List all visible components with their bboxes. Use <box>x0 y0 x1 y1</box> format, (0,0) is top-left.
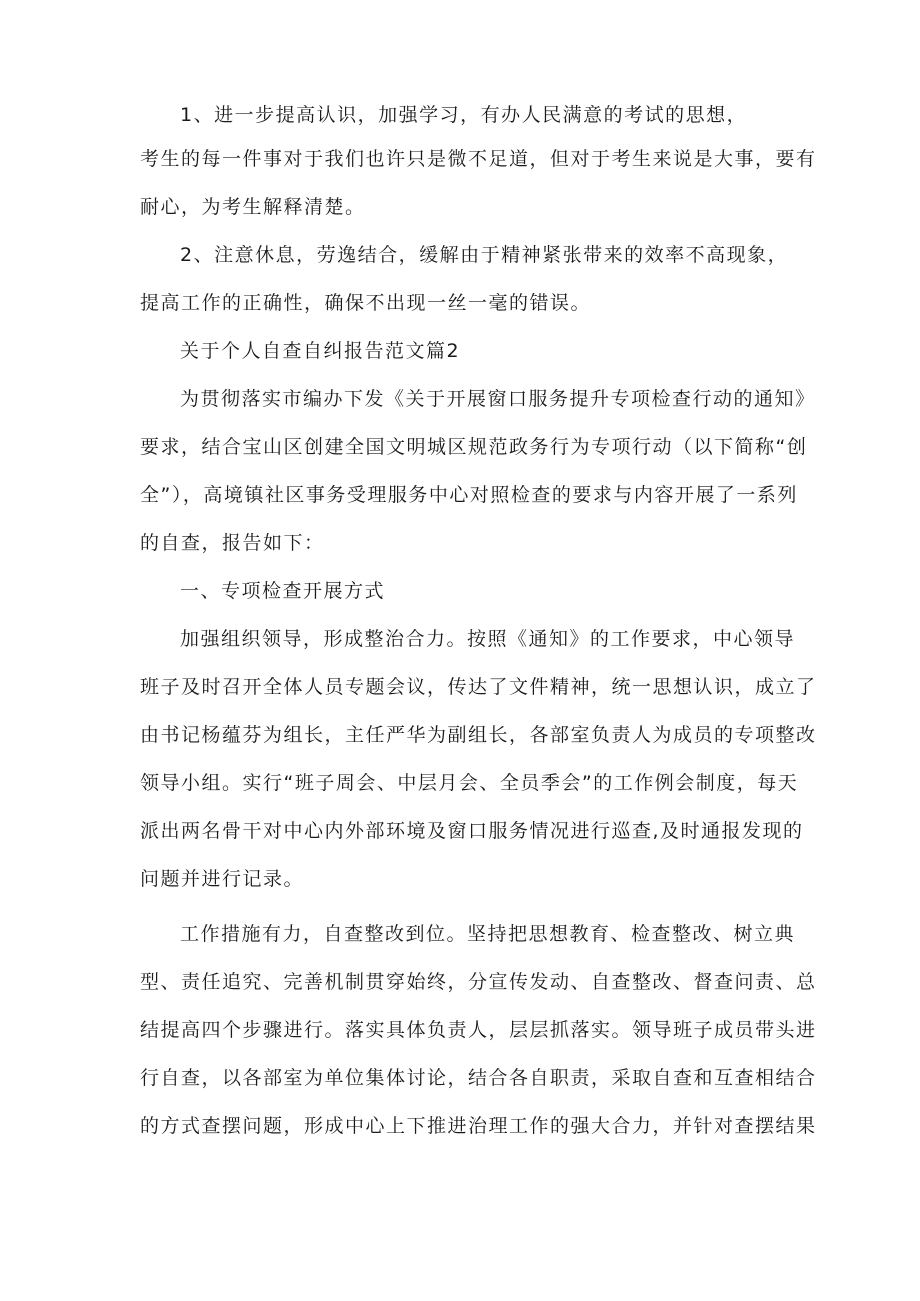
paragraph-2-line-1: 2、注意休息，劳逸结合，缓解由于精神紧张带来的效率不高现象， <box>180 244 789 266</box>
paragraph-3-line-4: 的自查，报告如下： <box>140 532 325 554</box>
paragraph-5-line-3: 结提高四个步骤进行。落实具体负责人，层层抓落实。领导班子成员带头进 <box>140 1019 817 1041</box>
paragraph-4-line-2: 班子及时召开全体人员专题会议，传达了文件精神，统一思想认识，成立了 <box>140 676 817 698</box>
subsection-heading: 一、专项检查开展方式 <box>180 580 386 602</box>
paragraph-4-line-1: 加强组织领导，形成整治合力。按照《通知》的工作要求，中心领导 <box>180 628 796 650</box>
paragraph-1-line-3: 耐心，为考生解释清楚。 <box>140 196 366 218</box>
section-title: 关于个人自查自纠报告范文篇2 <box>180 340 461 362</box>
paragraph-3-line-2: 要求，结合宝山区创建全国文明城区规范政务行为专项行动（以下简称“创 <box>140 436 808 458</box>
paragraph-4-line-5: 派出两名骨干对中心内外部环境及窗口服务情况进行巡查,及时通报发现的 <box>140 820 804 842</box>
paragraph-5-line-1: 工作措施有力，自查整改到位。坚持把思想教育、检查整改、树立典 <box>180 923 796 945</box>
paragraph-4-line-3: 由书记杨蕴芬为组长，主任严华为副组长，各部室负责人为成员的专项整改 <box>140 724 817 746</box>
paragraph-2-line-2: 提高工作的正确性，确保不出现一丝一毫的错误。 <box>140 292 592 314</box>
paragraph-5-line-4: 行自查，以各部室为单位集体讨论，结合各自职责，采取自查和互查相结合 <box>140 1067 817 1089</box>
paragraph-3-line-1: 为贯彻落实市编办下发《关于开展窗口服务提升专项检查行动的通知》 <box>180 388 816 410</box>
paragraph-5-line-5: 的方式查摆问题，形成中心上下推进治理工作的强大合力，并针对查摆结果 <box>140 1115 817 1137</box>
paragraph-4-line-4: 领导小组。实行“班子周会、中层月会、全员季会”的工作例会制度，每天 <box>140 772 799 794</box>
paragraph-1-line-2: 考生的每一件事对于我们也许只是微不足道，但对于考生来说是大事，要有 <box>140 148 817 170</box>
paragraph-4-line-6: 问题并进行记录。 <box>140 868 305 890</box>
paragraph-5-line-2: 型、责任追究、完善机制贯穿始终，分宣传发动、自查整改、督查问责、总 <box>140 971 817 993</box>
paragraph-1-line-1: 1、进一步提高认识，加强学习，有办人民满意的考试的思想， <box>180 104 748 126</box>
paragraph-3-line-3: 全”），高境镇社区事务受理服务中心对照检查的要求与内容开展了一系列 <box>140 484 798 506</box>
